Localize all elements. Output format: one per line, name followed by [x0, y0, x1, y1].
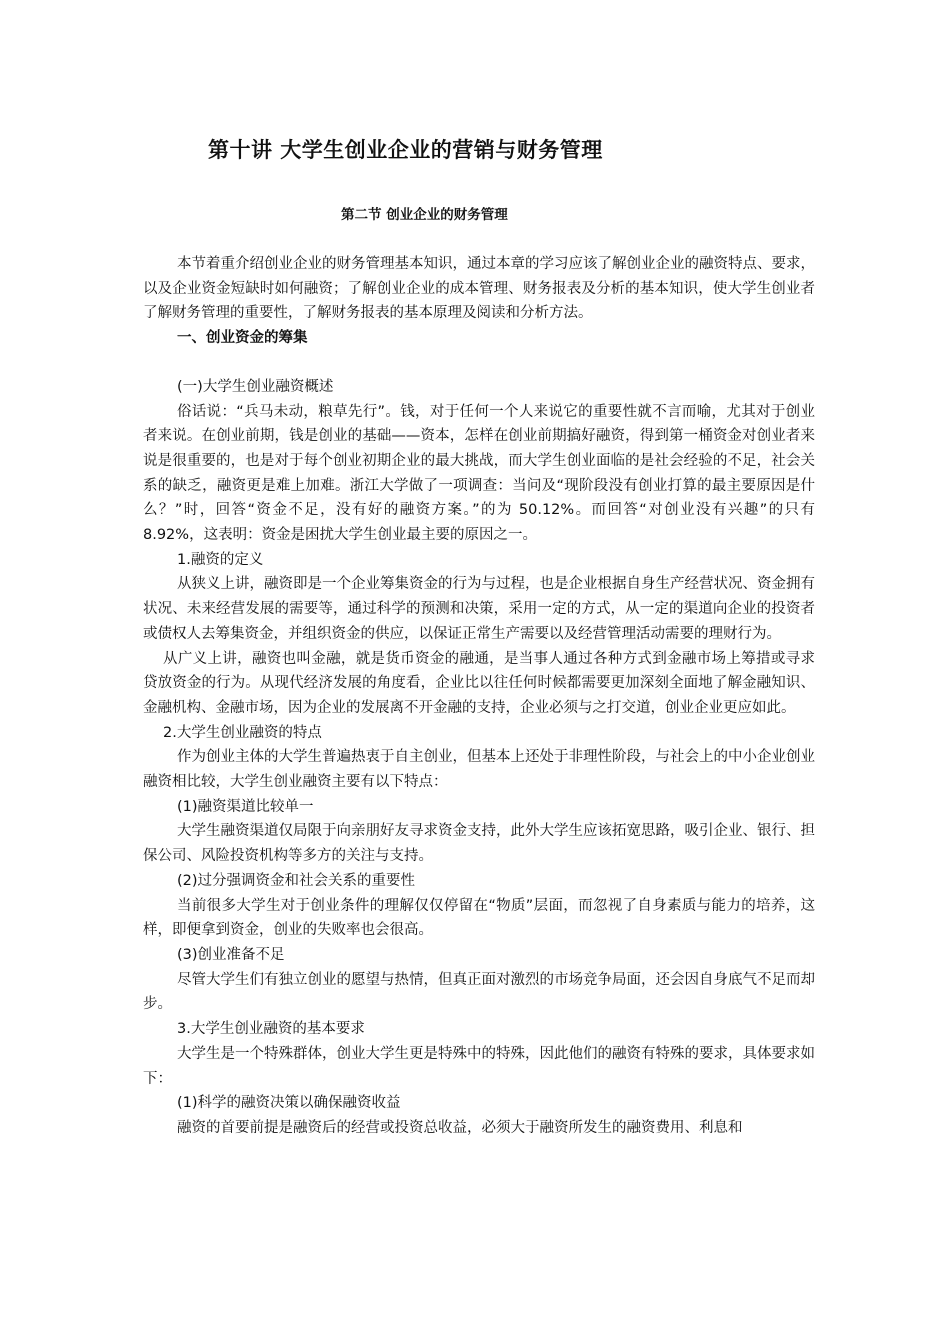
blank-line: [143, 351, 815, 375]
numbered-heading: 2.大学生创业融资的特点: [163, 724, 322, 741]
numbered-heading: 3.大学生创业融资的基本要求: [177, 1021, 365, 1038]
paragraph: 从广义上讲，融资也叫金融，就是货币资金的融通，是当事人通过各种方式到金融市场上筹措或寻求贷放资金的行为。从现代经济发展的角度看，企业比以往任何时候都需要更加深刻全面地了解金融知识、金融机构、金融市场，因为企业的发展离不开金融的支持，企业必须与之打交道，创业企业更应如此。: [143, 650, 815, 716]
list-heading: (3)创业准备不足: [177, 946, 285, 963]
lecture-title: 第十讲 大学生创业企业的营销与财务管理: [208, 138, 603, 162]
paragraph: 从狭义上讲，融资即是一个企业筹集资金的行为与过程，也是企业根据自身生产经营状况、资金拥有状况、未来经营发展的需要等，通过科学的预测和决策，采用一定的方式，从一定的渠道向企业的投资者或债权人去筹集资金，并组织资金的供应，以保证正常生产需要以及经营管理活动需要的理财行为。: [143, 576, 815, 642]
section-subtitle: 第二节 创业企业的财务管理: [341, 207, 508, 223]
document-body: [143, 252, 815, 1141]
heading-1: 一、创业资金的筹集: [177, 330, 308, 347]
subheading: (一)大学生创业融资概述: [177, 378, 334, 395]
paragraph: 当前很多大学生对于创业条件的理解仅仅停留在“物质”层面，而忽视了自身素质与能力的培养，这样，即便拿到资金，创业的失败率也会很高。: [143, 897, 815, 939]
paragraph: 大学生融资渠道仅局限于向亲朋好友寻求资金支持，此外大学生应该拓宽思路，吸引企业、银行、担保公司、风险投资机构等多方的关注与支持。: [143, 823, 815, 865]
list-heading: (1)融资渠道比较单一: [177, 798, 314, 815]
paragraph: 尽管大学生们有独立创业的愿望与热情，但真正面对激烈的市场竞争局面，还会因自身底气不足而却步。: [143, 971, 815, 1013]
paragraph: 融资的首要前提是融资后的经营或投资总收益，必须大于融资所发生的融资费用、利息和: [177, 1119, 743, 1136]
paragraph: 俗话说：“兵马未动，粮草先行”。钱，对于任何一个人来说它的重要性就不言而喻，尤其对于创业者来说。在创业前期，钱是创业的基础——资本，怎样在创业前期搞好融资，得到第一桶资金对创业者来说是很重要的，也是对于每个创业初期企业的最大挑战，而大学生创业面临的是社会经验的不足，社会关系的缺乏，融资更是难上加难。浙江大学做了一项调查：当问及“现阶段没有创业打算的最主要原因是什么？”时，回答“资金不足，没有好的融资方案。”的为 50.12%。而回答“对创业没有兴趣”的只有 8.92%，这表明：资金是困扰大学生创业最主要的原因之一。: [143, 403, 815, 544]
paragraph: 大学生是一个特殊群体，创业大学生更是特殊中的特殊，因此他们的融资有特殊的要求，具体要求如下：: [143, 1045, 815, 1087]
list-heading: (1)科学的融资决策以确保融资收益: [177, 1095, 401, 1112]
numbered-heading: 1.融资的定义: [177, 551, 264, 568]
list-heading: (2)过分强调资金和社会关系的重要性: [177, 872, 416, 889]
intro-paragraph: 本节着重介绍创业企业的财务管理基本知识，通过本章的学习应该了解创业企业的融资特点、要求，以及企业资金短缺时如何融资；了解创业企业的成本管理、财务报表及分析的基本知识，使大学生创业者了解财务管理的重要性，了解财务报表的基本原理及阅读和分析方法。: [143, 256, 815, 322]
paragraph: 作为创业主体的大学生普遍热衷于自主创业，但基本上还处于非理性阶段，与社会上的中小企业创业融资相比较，大学生创业融资主要有以下特点：: [143, 749, 815, 791]
